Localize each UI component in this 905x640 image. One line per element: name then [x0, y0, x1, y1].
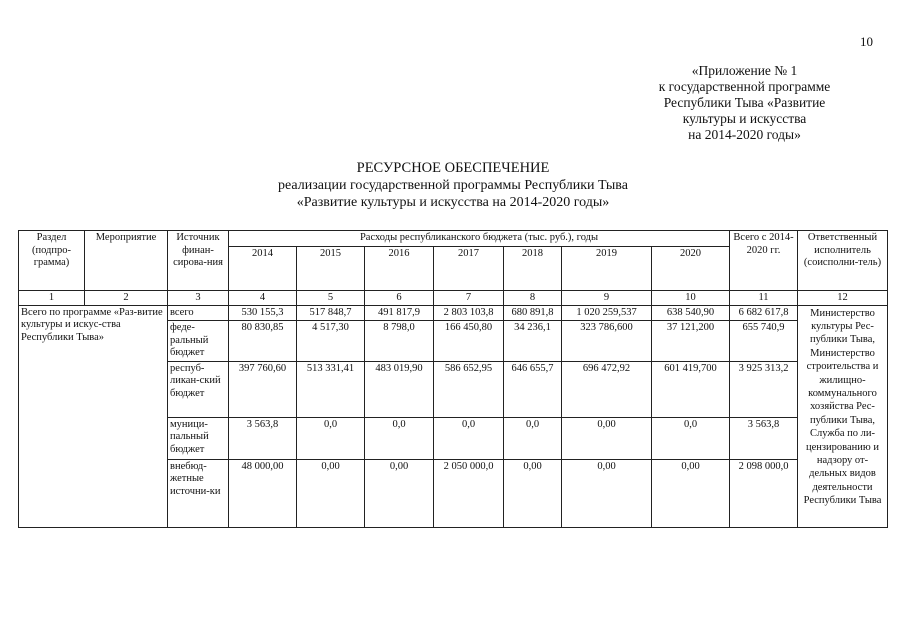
- value-cell: 0,00: [365, 459, 434, 527]
- column-number: 9: [562, 290, 652, 305]
- header-section: Раздел (подпро-грамма): [19, 231, 85, 291]
- value-cell: 0,00: [652, 459, 730, 527]
- value-cell: 397 760,60: [229, 361, 297, 417]
- value-cell: 34 236,1: [504, 321, 562, 362]
- value-cell: 48 000,00: [229, 459, 297, 527]
- header-source: Источник финан-сирова-ния: [168, 231, 229, 291]
- source-cell: респуб-ликан-ский бюджет: [168, 361, 229, 417]
- value-cell: 0,0: [652, 417, 730, 459]
- value-cell: 0,00: [504, 459, 562, 527]
- header-expenses: Расходы республиканского бюджета (тыс. руб.), годы: [229, 231, 730, 247]
- value-cell: 80 830,85: [229, 321, 297, 362]
- source-cell: феде-ральный бюджет: [168, 321, 229, 362]
- value-cell: 3 563,8: [229, 417, 297, 459]
- value-cell: 323 786,600: [562, 321, 652, 362]
- header-year: 2015: [297, 246, 365, 290]
- value-cell: 0,00: [562, 417, 652, 459]
- total-cell: 655 740,9: [730, 321, 798, 362]
- column-number: 8: [504, 290, 562, 305]
- value-cell: 491 817,9: [365, 305, 434, 321]
- table-row: [19, 305, 888, 321]
- value-cell: 2 050 000,0: [434, 459, 504, 527]
- value-cell: 586 652,95: [434, 361, 504, 417]
- value-cell: 166 450,80: [434, 321, 504, 362]
- source-cell: всего: [168, 305, 229, 321]
- header-year: 2014: [229, 246, 297, 290]
- value-cell: 8 798,0: [365, 321, 434, 362]
- value-cell: 1 020 259,537: [562, 305, 652, 321]
- column-number: 7: [434, 290, 504, 305]
- appendix-line: к государственной программе: [658, 79, 831, 94]
- value-cell: 646 655,7: [504, 361, 562, 417]
- column-number: 4: [229, 290, 297, 305]
- column-number: 3: [168, 290, 229, 305]
- column-number: 2: [85, 290, 168, 305]
- column-number: 6: [365, 290, 434, 305]
- value-cell: 517 848,7: [297, 305, 365, 321]
- total-cell: 3 925 313,2: [730, 361, 798, 417]
- value-cell: 2 803 103,8: [434, 305, 504, 321]
- document-subtitle: «Развитие культуры и искусства на 2014-2020 годы»: [296, 195, 610, 210]
- header-total: Всего с 2014-2020 гг.: [730, 231, 798, 291]
- responsible-cell: Министерство культуры Рес-публики Тыва, Министерство строительства и жилищно-коммунального хозяйства Рес-публики Тыва, Служба по ли-цензированию и надзору от-дельных видов деятельности Республики Тыва: [798, 305, 888, 527]
- program-name-cell: Всего по программе «Раз-витие культуры и искус-ства Республики Тыва»: [19, 305, 168, 527]
- header-year: 2017: [434, 246, 504, 290]
- header-year: 2016: [365, 246, 434, 290]
- total-cell: 3 563,8: [730, 417, 798, 459]
- value-cell: 37 121,200: [652, 321, 730, 362]
- header-row: [19, 231, 888, 247]
- appendix-line: «Приложение № 1: [691, 63, 798, 78]
- value-cell: 513 331,41: [297, 361, 365, 417]
- header-activity: Мероприятие: [85, 231, 168, 291]
- header-year: 2018: [504, 246, 562, 290]
- appendix-note: [612, 63, 877, 143]
- column-number-row: [19, 290, 888, 305]
- source-cell: внебюд-жетные источни-ки: [168, 459, 229, 527]
- appendix-line: культуры и искусства: [682, 111, 807, 126]
- column-number: 5: [297, 290, 365, 305]
- column-number: 10: [652, 290, 730, 305]
- appendix-line: на 2014-2020 годы»: [688, 127, 801, 142]
- column-number: 11: [730, 290, 798, 305]
- document-heading: [230, 160, 676, 211]
- document-subtitle: реализации государственной программы Республики Тыва: [278, 178, 628, 193]
- value-cell: 696 472,92: [562, 361, 652, 417]
- value-cell: 638 540,90: [652, 305, 730, 321]
- document-title: РЕСУРСНОЕ ОБЕСПЕЧЕНИЕ: [356, 160, 550, 176]
- page-number: 10: [860, 34, 873, 49]
- value-cell: 4 517,30: [297, 321, 365, 362]
- value-cell: 680 891,8: [504, 305, 562, 321]
- value-cell: 0,00: [297, 459, 365, 527]
- value-cell: 0,0: [365, 417, 434, 459]
- value-cell: 530 155,3: [229, 305, 297, 321]
- resource-table: [18, 230, 888, 528]
- value-cell: 0,0: [434, 417, 504, 459]
- column-number: 1: [19, 290, 85, 305]
- column-number: 12: [798, 290, 888, 305]
- value-cell: 0,0: [504, 417, 562, 459]
- value-cell: 0,0: [297, 417, 365, 459]
- value-cell: 601 419,700: [652, 361, 730, 417]
- appendix-line: Республики Тыва «Развитие: [663, 95, 826, 110]
- header-year: 2019: [562, 246, 652, 290]
- total-cell: 6 682 617,8: [730, 305, 798, 321]
- total-cell: 2 098 000,0: [730, 459, 798, 527]
- value-cell: 483 019,90: [365, 361, 434, 417]
- header-year: 2020: [652, 246, 730, 290]
- value-cell: 0,00: [562, 459, 652, 527]
- header-responsible: Ответственный исполнитель (соисполни-тель): [798, 231, 888, 291]
- source-cell: муници-пальный бюджет: [168, 417, 229, 459]
